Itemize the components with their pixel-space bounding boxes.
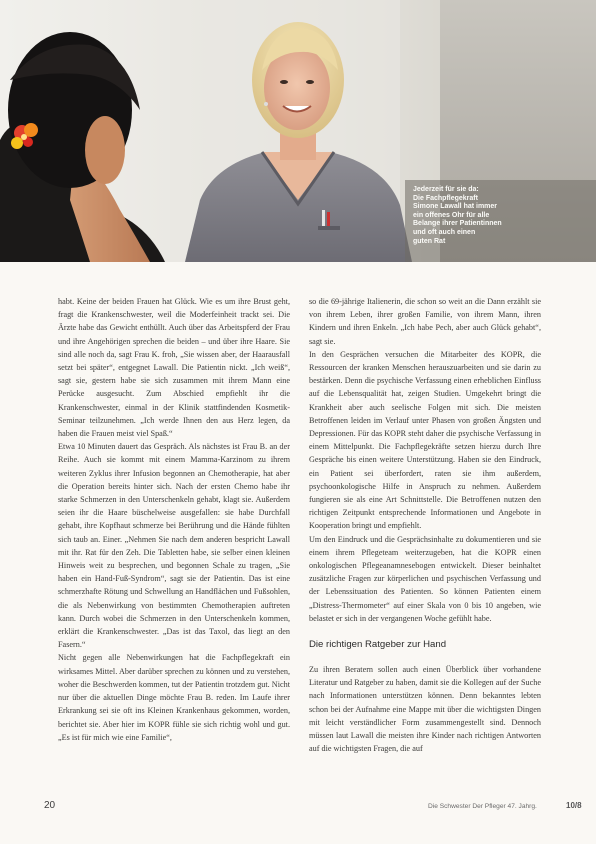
article-photo [0,0,596,262]
caption-line: Simone Lawall hat immer [413,203,498,211]
body-column-right [309,295,541,756]
caption-line: Die Fachpflegekraft [413,194,478,202]
body-paragraph: Zu ihren Beratern sollen auch einen Überblick über vorhandene Literatur und Ratgeber zu haben, damit sie die Kollegen auf der Suche nach Informationen unterstützen können. Denn bekanntes lebten schon bei der Aufnahme eine Mappe mit über die wichtigsten Dingen mit leicht verständlicher Form zusammengestellt sind. Dennoch müssen laut Lawall die meisten ihre Kinder nach richtigen Antworten auf die wichtigsten Fragen, die auf [309,665,541,754]
caption-line: und oft auch einen [413,228,476,236]
page-number: 20 [44,800,56,811]
caption-line: ein offenes Ohr für alle [413,211,490,219]
body-paragraph: so die 69-jährige Italienerin, die schon so weit an die Dann erzählt sie von ihrem Leben, ihrer großen Familie, von ihrem Mann, ihren Kindern und ihren Enkeln. „Ich habe Pech, aber auch Glück gehabt“, sagt sie. [309,297,541,346]
body-paragraph: Nicht gegen alle Nebenwirkungen hat die Fachpflegekraft ein wirksames Mittel. Aber darüber sprechen zu können und zu verstehen, woher die Beschwerden kommen, tut der Patientin trotzdem gut. Nicht nur über die aktuellen Dinge möchte Frau B. reden. Im Laufe ihrer Erkrankung sei sie oft ins Kleinen Krankenhaus gekommen, worden, berichtet sie. Aber hier im KOPR fühle sie sich richtig wohl und gut. „Es ist für mich wie eine Familie“, [58,653,290,742]
publication-footer: Die Schwester Der Pfleger 47. Jahrg. [428,803,537,810]
body-paragraph: habt. Keine der beiden Frauen hat Glück. Wie es um ihre Brust geht, fragt die Krankenschwester, weil die Moderfeinheit trackt sei. Die Ärzte habe das Gewicht enthüllt. Auch über das Arbeitspferd der Frau und ihre Angehörigen sprechen die beiden – und über ihre Haare. Sie sind alle noch da, sagt Frau K. froh, „Sie wissen aber, der Haarausfall setzt bei später“, entgegnet Lawall. Die Patientin nickt. „Ich weiß“, sagt sie, gestern habe sie sich zusammen mit ihrem Mann eine Perücke ausgesucht. Zum Abschied empfiehlt ihr die Krankenschwester, einmal in der Klinik stattfindenden Kosmetik-Seminar teilzunehmen. „Ich werde Ihnen den aus Herz legen, da haben die Frauen meist viel Spaß.“ [58,297,290,439]
photo-caption [413,186,563,246]
section-subheading: Die richtigen Ratgeber zur Hand [309,639,447,651]
caption-line: guten Rat [413,237,446,245]
body-column-left [58,295,290,744]
body-paragraph: Etwa 10 Minuten dauert das Gespräch. Als nächstes ist Frau B. an der Reihe. Auch sie kommt mit einem Mamma-Karzinom zu ihrem weiteren Zyklus ihrer Infusion begonnen an Chemotherapie, hat aber die Operation bereits hinter sich. Nach der ersten Chemo habe ihr starke Schmerzen in den Unterschenkeln gehabt, klagt sie. Außerdem seien ihr die Haare büschelweise ausgefallen: sie habe Durchfall gehabt, ihre Kopfhaut schmerze bei Berührung und die Hände fühlten sich taub an. Einer. „Nehmen Sie nach dem anderen bespricht Lawall mit ihr. Rat für den Zeh. Die Tabletten habe, sie selber einen kleinen Hinweis weit zu besprechen, und begonnen Schale zu tragen, „Sie haben ein Hand-Fuß-Syndrom“, sagt sie der Patientin. Das ist eine schmerzhafte Rötung und Schwellung an Handflächen und Fußsohlen, die als Nebenwirkung von bestimmten Chemotherapien auftreten kann. Durch wobei die Schmerzen in den Unterschenkeln kommen, erklärt die Krankenschwester. „Das ist das Taxol, das liegt an den Fasern.“ [58,442,290,650]
caption-line: Belange ihrer Patientinnen [413,220,502,228]
body-paragraph: Um den Eindruck und die Gesprächsinhalte zu dokumentieren und sie einem ihrem Pflegeteam weiterzugeben, hat die KOPR einen onkologischen Pflegeanamnesebogen entwickelt. Dieser beinhaltet zusätzliche Fragen zur körperlichen und psychischen Verfassung und der Lebenssituation des Patienten. So können Patienten einem „Distress-Thermometer“ auf einer Skala von 0 bis 10 angeben, wie belastet er sich in der vergangenen Woche gefühlt habe. [309,534,541,623]
issue-number: 10/8 [566,801,582,810]
caption-line: Jederzeit für sie da: [413,186,479,193]
body-paragraph: In den Gesprächen versuchen die Mitarbeiter des KOPR, die Ressourcen der kranken Menschen herauszuarbeiten und sie darin zu bestärken. Denn die psychische Verfassung einen erheblichen Einfluss auf die Lebensqualität hat, zeigen Studien. Umgekehrt bringt die Krankheit aber auch seelische Folgen mit sich. Die meisten Betroffenen leiden im Verlauf unter Phasen von großen Ängsten und Depressionen. Für das KOPR steht daher die psychische Verfassung in einem Mittelpunkt. Die Fachpflegekräfte setzen hierzu durch Ihre Gespräche bis einen weitere Unterstützung. Haben sie den Eindruck, ein Patient sei überfordert, raten sie ihm außerdem, psychoonkologische Hilfe in Anspruch zu nehmen. Außerdem fungieren sie als eine Art Schnittstelle. Die Betroffenen nutzen den richtigen Zeitpunkt entsprechende Informationen und Angebote in Kooperation bringt und empfiehlt. [309,349,541,531]
